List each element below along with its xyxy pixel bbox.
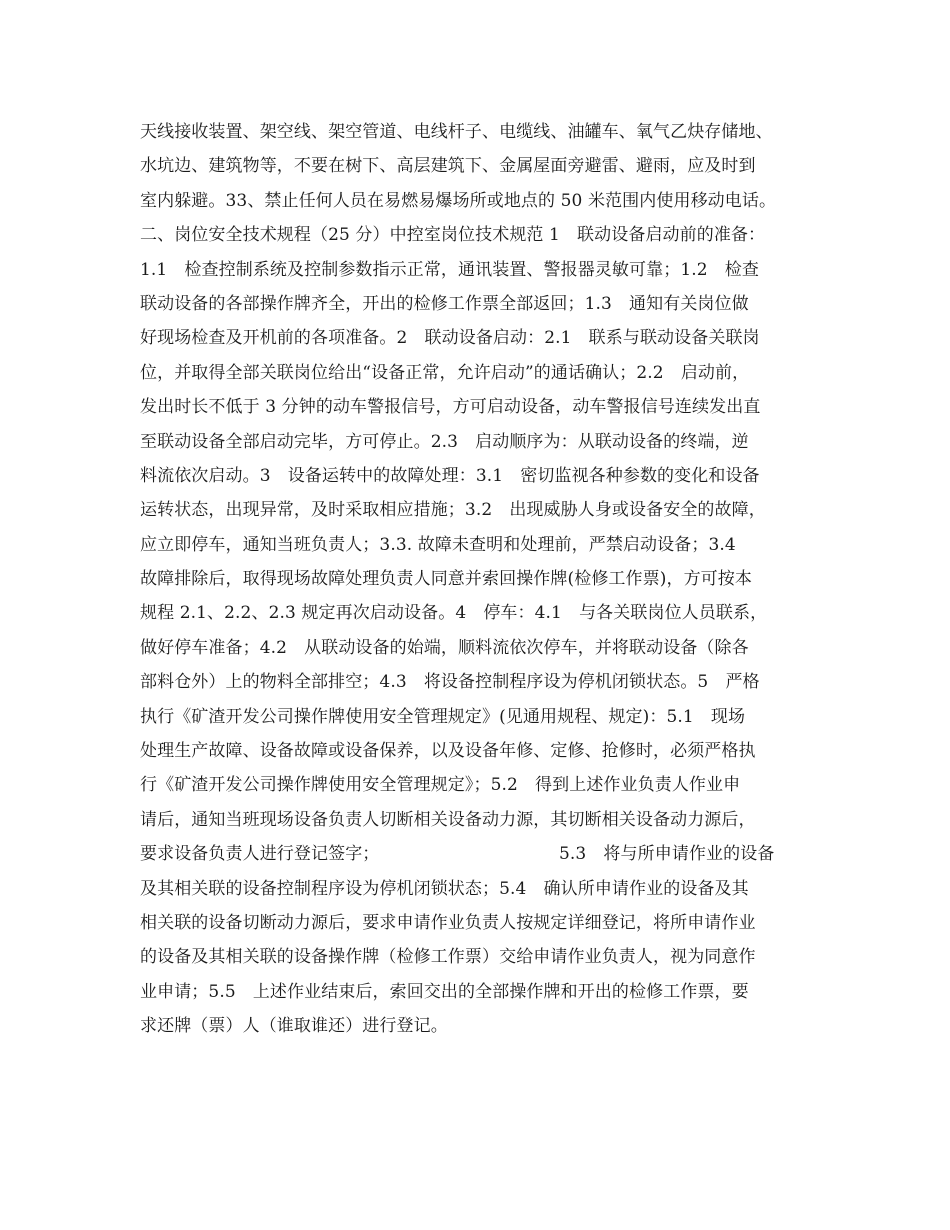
text-line: 及其相关联的设备控制程序设为停机闭锁状态；5.4 确认所申请作业的设备及其 — [140, 878, 749, 899]
text-line: 求还牌（票）人（谁取谁还）进行登记。 — [140, 1016, 448, 1037]
text-line: 做好停车准备；4.2 从联动设备的始端，顺料流依次停车，并将联动设备（除各 — [140, 637, 749, 658]
text-line: 的设备及其相关联的设备操作牌（检修工作票）交给申请作业负责人，视为同意作 — [140, 947, 756, 968]
text-line: 业申请；5.5 上述作业结束后，索回交出的全部操作牌和开出的检修工作票，要 — [140, 981, 749, 1002]
text-line: 位，并取得全部关联岗位给出“设备正常，允许启动”的通话确认；2.2 启动前， — [140, 362, 750, 383]
text-line: 请后，通知当班现场设备负责人切断相关设备动力源，其切断相关设备动力源后， — [140, 809, 756, 830]
text-line: 发出时长不低于 3 分钟的动车警报信号，方可启动设备，动车警报信号连续发出直 — [140, 397, 761, 418]
text-line: 相关联的设备切断动力源后，要求申请作业负责人按规定详细登记，将所申请作业 — [140, 912, 756, 933]
text-line: 要求设备负责人进行登记签字； 5.3 将与所申请作业的设备 — [140, 844, 775, 865]
text-line: 至联动设备全部启动完毕，方可停止。2.3 启动顺序为：从联动设备的终端，逆 — [140, 431, 749, 452]
text-line: 联动设备的各部操作牌齐全，开出的检修工作票全部返回；1.3 通知有关岗位做 — [140, 293, 749, 314]
text-line: 执行《矿渣开发公司操作牌使用安全管理规定》(见通用规程、规定)：5.1 现场 — [140, 706, 746, 727]
text-line: 室内躲避。33、禁止任何人员在易燃易爆场所或地点的 50 米范围内使用移动电话。 — [140, 190, 777, 211]
text-line: 料流依次启动。3 设备运转中的故障处理：3.1 密切监视各种参数的变化和设备 — [140, 465, 760, 486]
text-line: 二、岗位安全技术规程（25 分）中控室岗位技术规范 1 联动设备启动前的准备： — [140, 225, 766, 246]
text-line: 水坑边、建筑物等，不要在树下、高层建筑下、金属屋面旁避雷、避雨，应及时到 — [140, 156, 756, 177]
text-line: 故障排除后，取得现场故障处理负责人同意并索回操作牌(检修工作票)，方可按本 — [140, 569, 752, 590]
text-line: 1.1 检查控制系统及控制参数指示正常，通讯装置、警报器灵敏可靠；1.2 检查 — [140, 259, 759, 280]
text-line: 规程 2.1、2.2、2.3 规定再次启动设备。4 停车：4.1 与各关联岗位人员联系， — [140, 603, 768, 624]
document-body — [140, 115, 820, 1044]
text-line: 行《矿渣开发公司操作牌使用安全管理规定》；5.2 得到上述作业负责人作业申 — [140, 775, 741, 796]
text-line: 处理生产故障、设备故障或设备保养，以及设备年修、定修、抢修时，必须严格执 — [140, 741, 756, 762]
text-line: 部料仓外）上的物料全部排空；4.3 将设备控制程序设为停机闭锁状态。5 严格 — [140, 672, 760, 693]
text-line: 运转状态，出现异常，及时采取相应措施；3.2 出现威胁人身或设备安全的故障， — [140, 500, 766, 521]
text-line: 应立即停车，通知当班负责人；3.3. 故障未查明和处理前，严禁启动设备；3.4 — [140, 534, 736, 555]
text-line: 好现场检查及开机前的各项准备。2 联动设备启动：2.1 联系与联动设备关联岗 — [140, 328, 760, 349]
text-line: 天线接收装置、架空线、架空管道、电线杆子、电缆线、油罐车、氧气乙炔存储地、 — [140, 122, 773, 142]
